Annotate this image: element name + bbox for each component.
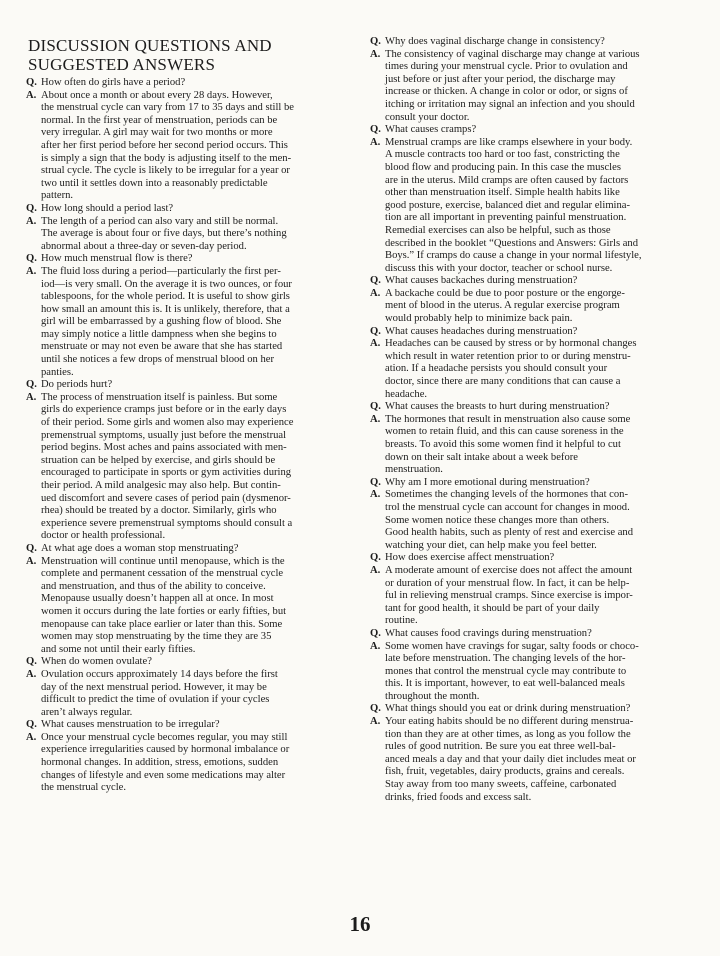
answer [370,288,708,326]
answer [26,266,354,379]
answer-line: Ovulation occurs approximately 14 days before the first [41,668,278,680]
question-text: Do periods hurt? [41,379,113,391]
answer-line: Menstruation will continue until menopause, which is the [41,555,285,567]
qa-item [370,628,708,704]
question-text: What causes headaches during menstruation? [385,325,578,337]
answer-text [41,90,354,203]
qa-item [370,124,708,275]
question-label: Q. [26,202,37,214]
answer-line: A backache could be due to poor posture or the engorge- [385,287,625,299]
answer-text [41,732,354,795]
answer-line: complete and permanent cessation of the menstrual cycle [41,568,284,580]
answer-line: itching or irritation may signal an infection and you should [385,98,635,110]
answer-line: breasts. To avoid this some women find it helpful to cut [385,439,621,450]
answer-line: premenstrual symptoms, usually just before the menstrual [41,429,287,441]
answer-line: the menstrual cycle. [41,782,127,794]
question-label: Q. [370,275,381,287]
question [26,379,354,392]
qa-item [26,203,354,253]
answer-label: A. [370,48,381,60]
question [26,719,354,732]
answer-label: A. [26,265,37,277]
left-column [26,36,354,795]
question-label: Q. [26,77,37,88]
answer-line: changes of lifestyle and even some medications may alter [41,769,286,781]
answer [370,338,708,401]
answer-line: the menstrual cycle can vary from 17 to 35 days and still be [41,102,294,114]
answer-text [385,489,708,552]
answer-line: Menstrual cramps are like cramps elsewhere in your body. [385,136,633,148]
answer-line: and some not until their early fifties. [41,643,196,655]
answer-line: strual cycle. The cycle is likely to be irregular for a year or [41,165,290,177]
answer [370,716,708,804]
right-column [370,36,708,804]
answer-line: discuss this with your doctor, teacher or school nurse. [385,262,613,274]
answer-label: A. [370,564,381,576]
answer-line: until she notices a few drops of menstrual blood on her [41,354,275,366]
answer-label: A. [26,668,37,680]
question [26,543,354,556]
answer-line: A muscle contracts too hard or too fast, constricting the [385,149,620,161]
answer-line: described in the booklet “Questions and Answers: Girls and [385,237,639,249]
question-label: Q. [370,124,381,136]
question-label: Q. [370,325,381,337]
answer-line: tion than they are at other times, as long as you follow the [385,728,631,740]
answer-line: iod—is very small. On the average it is two ounces, or four [41,278,292,290]
answer-line: tion are all important in preventing painful menstruation. [385,212,627,224]
answer-line: of their period. Some girls and women also may experience [41,417,294,429]
answer-line: difficult to predict the time of ovulation if your cycles [41,694,270,706]
qa-item [370,703,708,804]
question-label: Q. [26,656,37,668]
answer-line: increase or thicken. A change in color or odor, or signs of [385,86,628,98]
answer-text [41,216,354,254]
answer [26,669,354,719]
answer-line: The fluid loss during a period—particularly the first per- [41,265,281,277]
question-label: Q. [370,36,381,47]
question [370,124,708,137]
question-text: Why am I more emotional during menstruation? [385,476,590,488]
left-qa-list [26,77,354,795]
question-text: At what age does a woman stop menstruating? [41,542,239,554]
answer-text [41,669,354,719]
answer-label: A. [370,716,381,728]
answer-label: A. [26,391,37,403]
answer-label: A. [26,555,37,567]
answer [370,565,708,628]
answer-line: good posture, exercise, balanced diet and regular elimina- [385,199,631,211]
answer-line: routine. [385,615,418,627]
answer-line: girl will be embarrassed by a gushing flow of blood. She [41,316,282,328]
qa-item [26,253,354,379]
answer-label: A. [26,215,37,227]
answer-line: headache. [385,388,428,400]
answer-line: is simply a sign that the body is adjusting itself to the men- [41,152,292,164]
answer-line: tant for good health, it should be part of your daily [385,602,600,614]
question [370,628,708,641]
answer-line: The consistency of vaginal discharge may change at various [385,48,640,60]
qa-item [26,656,354,719]
question-text: What causes menstruation to be irregular? [41,719,220,731]
qa-item [26,543,354,656]
answer-line: how small an amount this is. It is unlikely, therefore, that a [41,303,290,315]
answer-line: watching your diet, can help make you feel better. [385,539,597,551]
question [26,77,354,90]
question [370,552,708,565]
qa-item [26,379,354,543]
answer-line: may simply notice a little dampness when she begins to [41,328,277,340]
question [26,253,354,266]
question-label: Q. [370,552,381,564]
answer-line: Stay away from too many sweets, caffeine, carbonated [385,779,617,791]
answer-line: menstruation. [385,464,443,476]
answer-label: A. [26,89,37,101]
answer-line: The length of a period can also vary and still be normal. [41,215,279,227]
question-text: When do women ovulate? [41,656,152,668]
answer [370,641,708,704]
answer-line: Your eating habits should be no different during menstrua- [385,716,634,728]
answer-label: A. [370,413,381,425]
answer-line: menopause can take place earlier or later than this. Some [41,618,283,630]
qa-item [26,77,354,203]
answer [26,732,354,795]
question-text: Why does vaginal discharge change in consistency? [385,36,605,47]
answer-line: fish, fruit, vegetables, dairy products, grains and cereals. [385,766,625,778]
answer-line: this. It is important, however, to eat well-balanced meals [385,678,625,690]
question [370,703,708,716]
answer-line: The process of menstruation itself is painless. But some [41,391,278,403]
question-label: Q. [370,401,381,413]
answer-label: A. [370,338,381,350]
answer-label: A. [370,136,381,148]
qa-item [370,401,708,477]
question-text: What causes food cravings during menstruation? [385,627,592,639]
answer-line: their period. A mild analgesic may also help. But contin- [41,480,281,491]
answer-line: times during your menstrual cycle. Prior to ovulation and [385,61,628,73]
answer-line: The hormones that result in menstruation also cause some [385,413,631,425]
question-text: How long should a period last? [41,202,174,214]
answer-line: or duration of your menstrual flow. In fact, it can be help- [385,577,630,589]
answer-line: throughout the month. [385,690,480,702]
question [370,36,708,49]
answer-line: ued discomfort and severe cases of period pain (dysmenor- [41,492,291,504]
answer-line: panties. [41,366,74,378]
answer-line: struation can be helped by exercise, and girls should be [41,454,276,466]
question-text: How often do girls have a period? [41,77,186,88]
answer-line: Boys.” If cramps do cause a change in your normal lifestyle, [385,250,642,262]
question [370,326,708,339]
qa-item [370,36,708,124]
section-heading [28,36,354,74]
qa-item [370,477,708,553]
question-text: How much menstrual flow is there? [41,253,193,265]
answer-line: aren’t always regular. [41,706,133,718]
answer-line: would probably help to minimize back pain. [385,313,573,325]
heading-line: DISCUSSION QUESTIONS AND [28,36,272,55]
question-label: Q. [26,379,37,391]
qa-item [26,719,354,795]
answer-line: Some women notice these changes more than others. [385,514,610,526]
question-label: Q. [26,542,37,554]
answer [370,489,708,552]
question [370,401,708,414]
answer-line: experience severe premenstrual symptoms should consult a [41,517,293,529]
answer-line: tablespoons, for the whole period. It is useful to show girls [41,291,290,303]
answer-line: other than menstruation itself. Simple health habits like [385,187,620,199]
answer-line: Remedial exercises can also be helpful, such as those [385,224,611,236]
answer-line: rhea) should be treated by a doctor. Similarly, girls who [41,505,277,517]
answer-line: Some women have cravings for sugar, salty foods or choco- [385,640,639,652]
answer-line: mones that control the menstrual cycle may contribute to [385,665,627,677]
answer-text [385,641,708,704]
answer-label: A. [370,640,381,652]
answer-line: day of the next menstrual period. However, it may be [41,681,267,693]
answer [26,90,354,203]
answer-line: women may stop menstruating by the time they are 35 [41,631,272,643]
answer-line: drinks, fried foods and excess salt. [385,791,532,803]
answer-text [385,565,708,628]
question [26,203,354,216]
qa-item [370,275,708,325]
answer-label: A. [370,489,381,501]
answer-text [41,266,354,379]
answer-line: doctor, since there are many conditions that can cause a [385,376,621,388]
right-qa-list [370,36,708,804]
answer-text [41,556,354,657]
answer-text [385,414,708,477]
answer-line: doctor or health professional. [41,530,166,542]
answer-line: women it occurs during the late forties or early fifties, but [41,605,287,617]
answer-line: Once your menstrual cycle becomes regular, you may still [41,731,288,743]
answer-line: period begins. Most aches and pains associated with men- [41,442,287,454]
answer-line: ation. If a headache persists you should consult your [385,363,608,375]
answer [26,216,354,254]
answer-text [385,716,708,804]
answer-line: women to retain fluid, and this can cause soreness in the [385,426,624,438]
answer-line: late before menstruation. The changing levels of the hor- [385,653,626,665]
answer-line: down on their salt intake about a week before [385,451,578,463]
answer-line: A moderate amount of exercise does not affect the amount [385,564,633,576]
question-text: What causes backaches during menstruation? [385,275,578,287]
answer-line: which result in water retention prior to or during menstru- [385,350,631,362]
heading-line: SUGGESTED ANSWERS [28,55,216,74]
answer-line: menstruate or may not even be aware that she has started [41,341,283,353]
page-number: 16 [349,912,371,936]
answer [26,556,354,657]
question-text: How does exercise affect menstruation? [385,552,555,564]
answer-line: hormonal changes. In addition, stress, emotions, sudden [41,757,279,769]
answer [26,392,354,543]
answer-line: two until it settles down into a reasonably predictable [41,177,268,189]
answer-line: About once a month or about every 28 days. However, [41,89,273,101]
answer-line: Menopause usually doesn’t happen all at once. In most [41,593,274,605]
question-text: What causes the breasts to hurt during menstruation? [385,401,610,413]
answer-line: are in the uterus. Mild cramps are often caused by factors [385,174,629,186]
answer [370,137,708,276]
answer-line: ment of blood in the uterus. A regular exercise program [385,300,620,312]
answer-line: just before or just after your period, the discharge may [385,73,616,85]
answer-line: and menstruation, and thus of the ability to conceive. [41,580,266,592]
question-label: Q. [26,719,37,731]
answer-line: consult your doctor. [385,111,470,123]
answer-line: abnormal about a three-day or seven-day period. [41,240,247,252]
question-label: Q. [26,253,37,265]
answer-label: A. [26,731,37,743]
answer-line: very irregular. A girl may wait for two months or more [41,127,273,139]
question-text: What causes cramps? [385,124,477,136]
qa-item [370,326,708,402]
answer [370,49,708,125]
answer-line: pattern. [41,190,74,202]
answer-line: Sometimes the changing levels of the hormones that con- [385,489,629,501]
question-label: Q. [370,476,381,488]
question-text: What things should you eat or drink during menstruation? [385,703,631,715]
question-label: Q. [370,703,381,715]
answer-line: ful in relieving menstrual cramps. Since exercise is impor- [385,590,633,602]
question [26,656,354,669]
answer-text [385,288,708,326]
answer [370,414,708,477]
answer-line: normal. In the first year of menstruation, periods can be [41,114,278,126]
question [370,275,708,288]
answer-text [385,338,708,401]
question [370,477,708,490]
answer-line: The average is about four or five days, but there’s nothing [41,228,287,240]
answer-text [385,49,708,125]
answer-label: A. [370,287,381,299]
answer-line: trol the menstrual cycle can account for changes in mood. [385,501,630,513]
answer-line: experience irregularities caused by hormonal imbalance or [41,744,290,756]
answer-line: girls do experience cramps just before or in the early days [41,404,287,416]
question-label: Q. [370,627,381,639]
answer-line: Headaches can be caused by stress or by hormonal changes [385,338,637,350]
answer-line: anced meals a day and that your daily diet includes meat or [385,753,636,765]
qa-item [370,552,708,628]
answer-text [385,137,708,276]
answer-line: blood flow and producing pain. In this case the muscles [385,161,621,173]
answer-line: rules of good nutrition. Be sure you eat three well-bal- [385,741,616,753]
answer-line: encouraged to participate in sports or gym activities during [41,467,292,479]
answer-line: Good health habits, such as plenty of rest and exercise and [385,527,633,539]
answer-line: after her first period before her second period occurs. This [41,139,288,151]
answer-text [41,392,354,543]
